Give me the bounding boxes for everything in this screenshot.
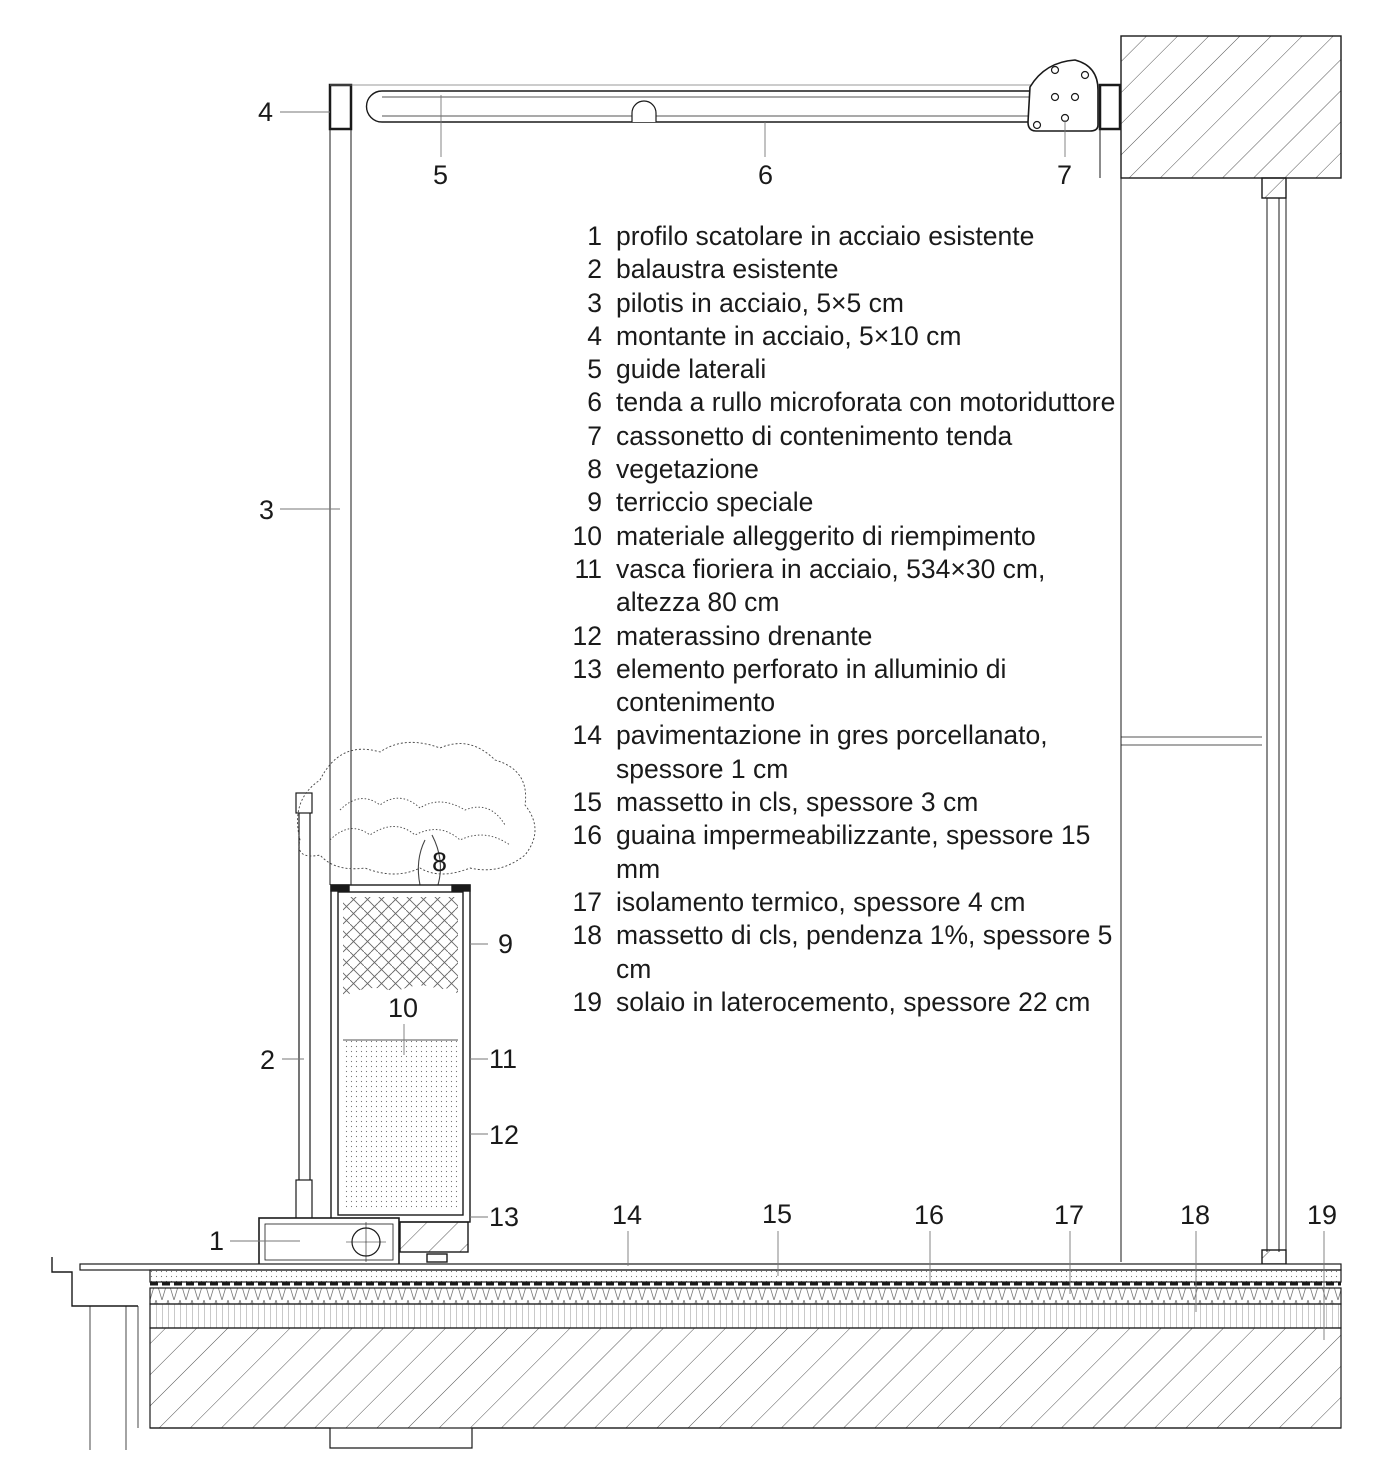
legend-item [560,353,1120,386]
legend-number: 19 [572,986,602,1017]
legend-text: vegetazione [616,454,759,485]
callout-4: 4 [258,97,274,127]
callout-16: 16 [914,1200,945,1230]
legend-item [560,386,1120,419]
callout-13: 13 [489,1202,520,1232]
legend-number: 7 [587,420,602,451]
callout-10: 10 [388,993,419,1023]
callout-9: 9 [498,929,514,959]
callout-6: 6 [758,160,774,190]
sloped-screed [150,1304,1341,1328]
legend-number: 2 [587,254,602,285]
legend-item [560,819,1120,886]
legend-text: materiale alleggerito di riempimento [616,520,1036,551]
callout-11: 11 [489,1044,518,1074]
steel-post-top [330,85,351,129]
blind-rail [367,91,1031,122]
callout-14: 14 [612,1200,643,1230]
legend-item [560,986,1120,1019]
legend-item [560,320,1120,353]
perforated-element [400,1222,468,1252]
legend-item [560,620,1120,653]
legend-item [560,719,1120,786]
legend-item [560,420,1120,453]
legend-number: 4 [587,320,602,351]
legend-text: isolamento termico, spessore 4 cm [616,886,1026,917]
legend-item [560,553,1120,620]
legend-text: massetto in cls, spessore 3 cm [616,787,979,818]
legend-text: vasca fioriera in acciaio, 534×30 cm, altezza 80 cm [616,553,1046,618]
legend-text: guide laterali [616,354,767,385]
legend-number: 15 [572,787,602,818]
callout-3: 3 [259,495,275,525]
slab [150,1328,1341,1428]
legend-text: montante in acciaio, 5×10 cm [616,320,962,351]
legend-text: balaustra esistente [616,254,839,285]
lightweight-fill [343,1040,458,1208]
legend-text: massetto di cls, pendenza 1%, spessore 5 cm [616,920,1113,984]
legend-text: tenda a rullo microforata con motoriduttore [616,387,1116,418]
callout-8: 8 [432,847,448,877]
legend-number: 8 [587,454,602,485]
legend-text: elemento perforato in alluminio di contenimento [616,653,1007,718]
legend-number: 1 [587,221,602,251]
legend-number: 5 [587,354,602,385]
legend-item [560,253,1120,286]
legend-text: materassino drenante [616,620,873,651]
legend-item [560,653,1120,720]
legend-item [560,220,1120,253]
legend-number: 17 [572,886,602,917]
legend-number: 3 [587,287,602,318]
callout-7: 7 [1057,160,1073,190]
legend-item [560,886,1120,919]
legend-number: 14 [572,720,602,751]
legend-item [560,486,1120,519]
legend-item [560,520,1120,553]
legend-number: 16 [572,820,602,851]
callout-1: 1 [209,1226,225,1256]
legend-item [560,453,1120,486]
callout-2: 2 [260,1045,276,1075]
legend-number: 10 [572,520,602,551]
callout-15: 15 [762,1199,793,1229]
legend-item [560,919,1120,986]
floor-section [52,1257,1341,1450]
legend-number: 11 [574,553,602,584]
callout-5: 5 [433,160,449,190]
legend-number: 13 [572,653,602,684]
legend-text: cassonetto di contenimento tenda [616,420,1013,451]
legend-number: 9 [587,487,602,518]
legend-number: 12 [572,620,602,651]
vegetation [298,742,536,885]
legend-number: 6 [587,387,602,418]
callout-17: 17 [1054,1200,1085,1230]
steel-box-profile [259,1218,399,1266]
planter [331,885,470,1262]
legend-text: solaio in laterocemento, spessore 22 cm [616,986,1091,1017]
existing-wall-right [1121,36,1341,1264]
legend-text: guaina impermeabilizzante, spessore 15 mm [616,820,1091,884]
legend-list [560,220,1120,1019]
legend-text: pavimentazione in gres porcellanato, spessore 1 cm [616,720,1048,784]
roller-blind-assembly [330,60,1121,131]
screed [150,1270,1341,1282]
legend-text: profilo scatolare in acciaio esistente [616,221,1035,251]
legend-item [560,786,1120,819]
callout-12: 12 [489,1120,520,1150]
thermal-insulation [150,1288,1341,1304]
balustrade [296,793,312,1220]
callout-18: 18 [1180,1200,1211,1230]
legend-number: 18 [572,920,602,951]
legend-text: terriccio speciale [616,487,814,518]
legend-item [560,287,1120,320]
callout-19: 19 [1307,1200,1338,1230]
special-soil [343,897,458,997]
legend-text: pilotis in acciaio, 5×5 cm [616,287,904,318]
